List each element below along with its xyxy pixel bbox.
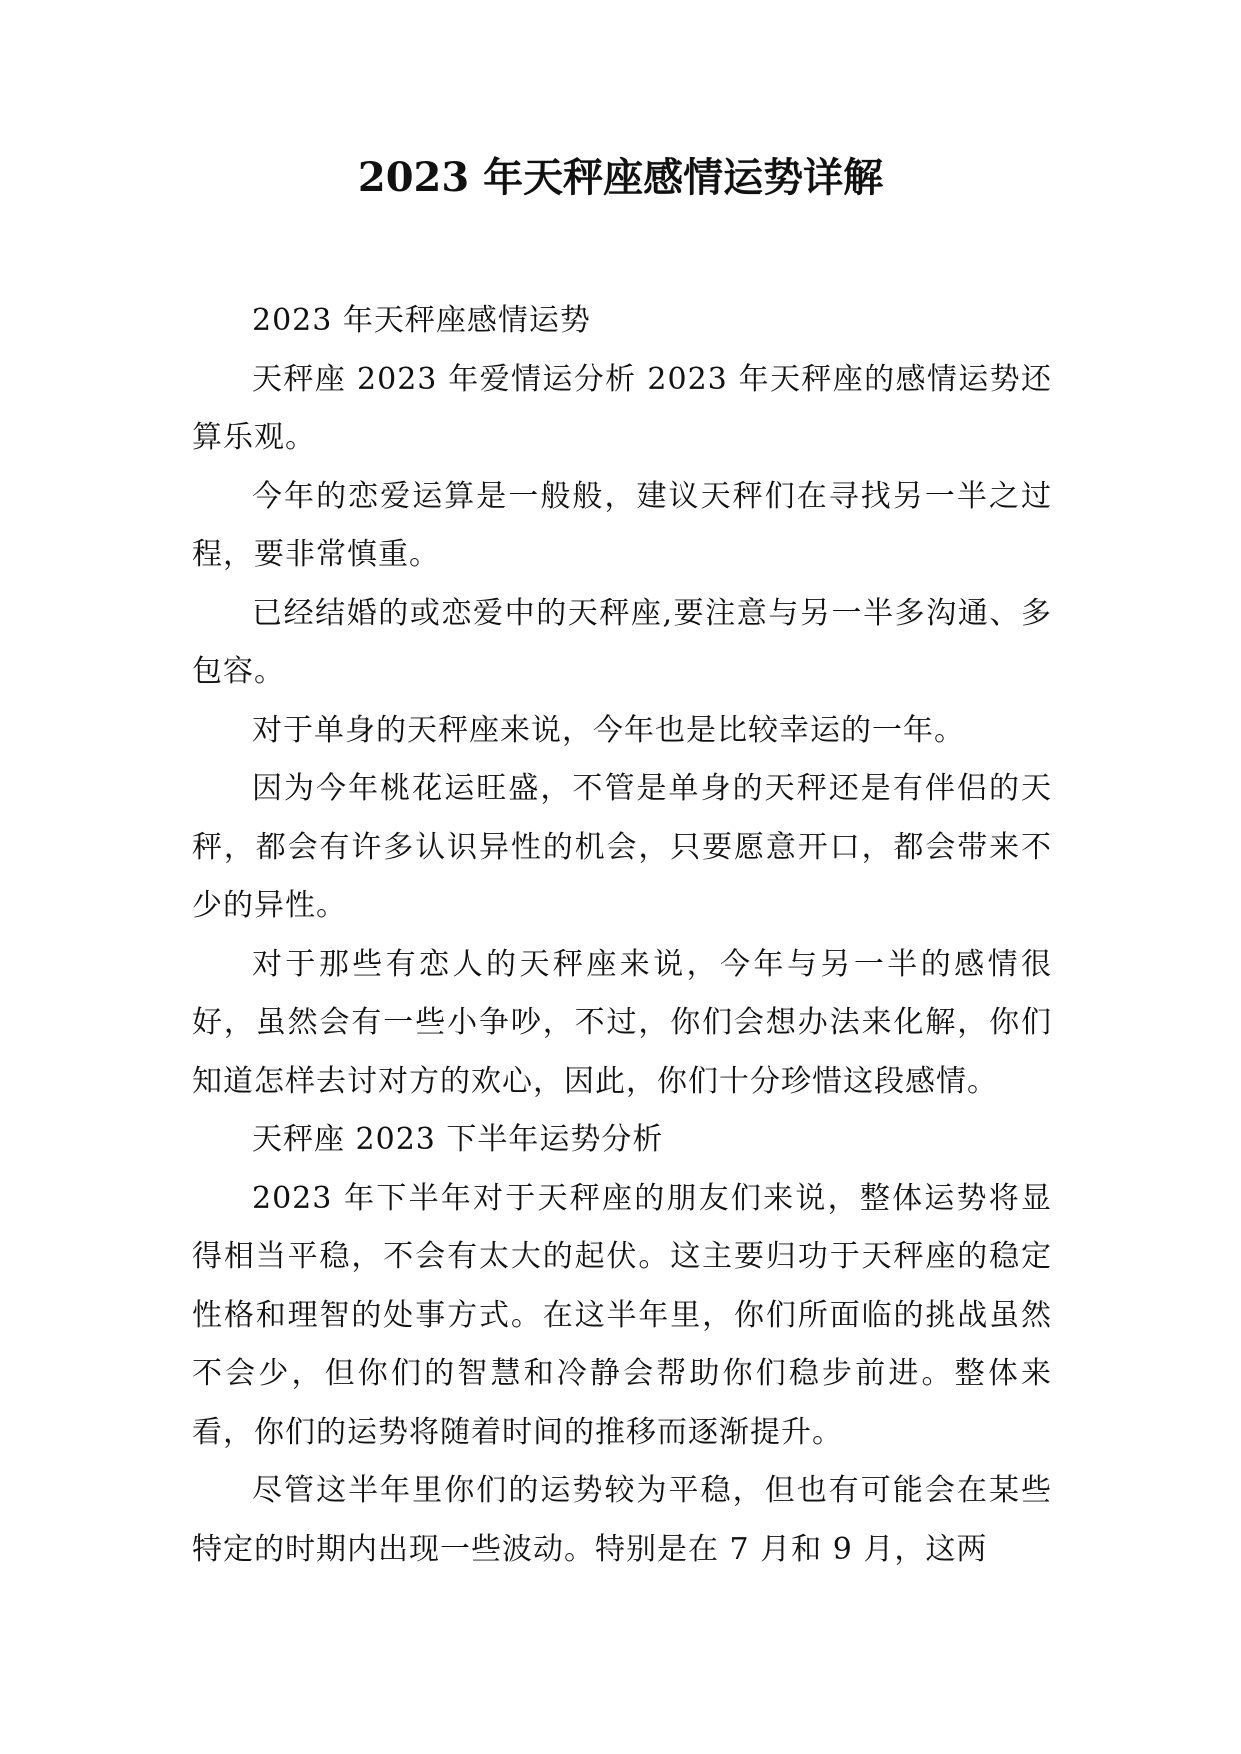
paragraph-heading-second-half: 天秤座 2023 下半年运势分析 (252, 1122, 664, 1157)
paragraph-fluctuations: 尽管这半年里你们的运势较为平稳，但也有可能会在某些特定的时期内出现一些波动。特别是在 7 月和 9 月，这两 (192, 1473, 1052, 1567)
paragraph-couples: 对于那些有恋人的天秤座来说，今年与另一半的感情很好，虽然会有一些小争吵，不过，你们会想办法来化解，你们知道怎样去讨对方的欢心，因此，你们十分珍惜这段感情。 (192, 946, 1052, 1099)
paragraph-peach-blossom: 因为今年桃花运旺盛，不管是单身的天秤还是有伴侣的天秤，都会有许多认识异性的机会，只要愿意开口，都会带来不少的异性。 (192, 771, 1052, 923)
document-title: 2023 年天秤座感情运势详解 (357, 154, 884, 201)
paragraph-single-luck: 对于单身的天秤座来说，今年也是比较幸运的一年。 (252, 712, 965, 748)
paragraph-heading-love-fortune: 2023 年天秤座感情运势 (252, 303, 591, 338)
paragraph-married-advice: 已经结婚的或恋爱中的天秤座,要注意与另一半多沟通、多包容。 (192, 595, 1052, 689)
document-body (192, 292, 1052, 1579)
paragraph-love-analysis: 天秤座 2023 年爱情运分析 2023 年天秤座的感情运势还算乐观。 (192, 361, 1052, 455)
paragraph-this-year-romance: 今年的恋爱运算是一般般，建议天秤们在寻找另一半之过程，要非常慎重。 (192, 478, 1052, 572)
paragraph-second-half-overview: 2023 年下半年对于天秤座的朋友们来说，整体运势将显得相当平稳，不会有太大的起伏。这主要归功于天秤座的稳定性格和理智的处事方式。在这半年里，你们所面临的挑战虽然不会少，但你们的智慧和冷静会帮助你们稳步前进。整体来看，你们的运势将随着时间的推移而逐渐提升。 (192, 1180, 1052, 1450)
